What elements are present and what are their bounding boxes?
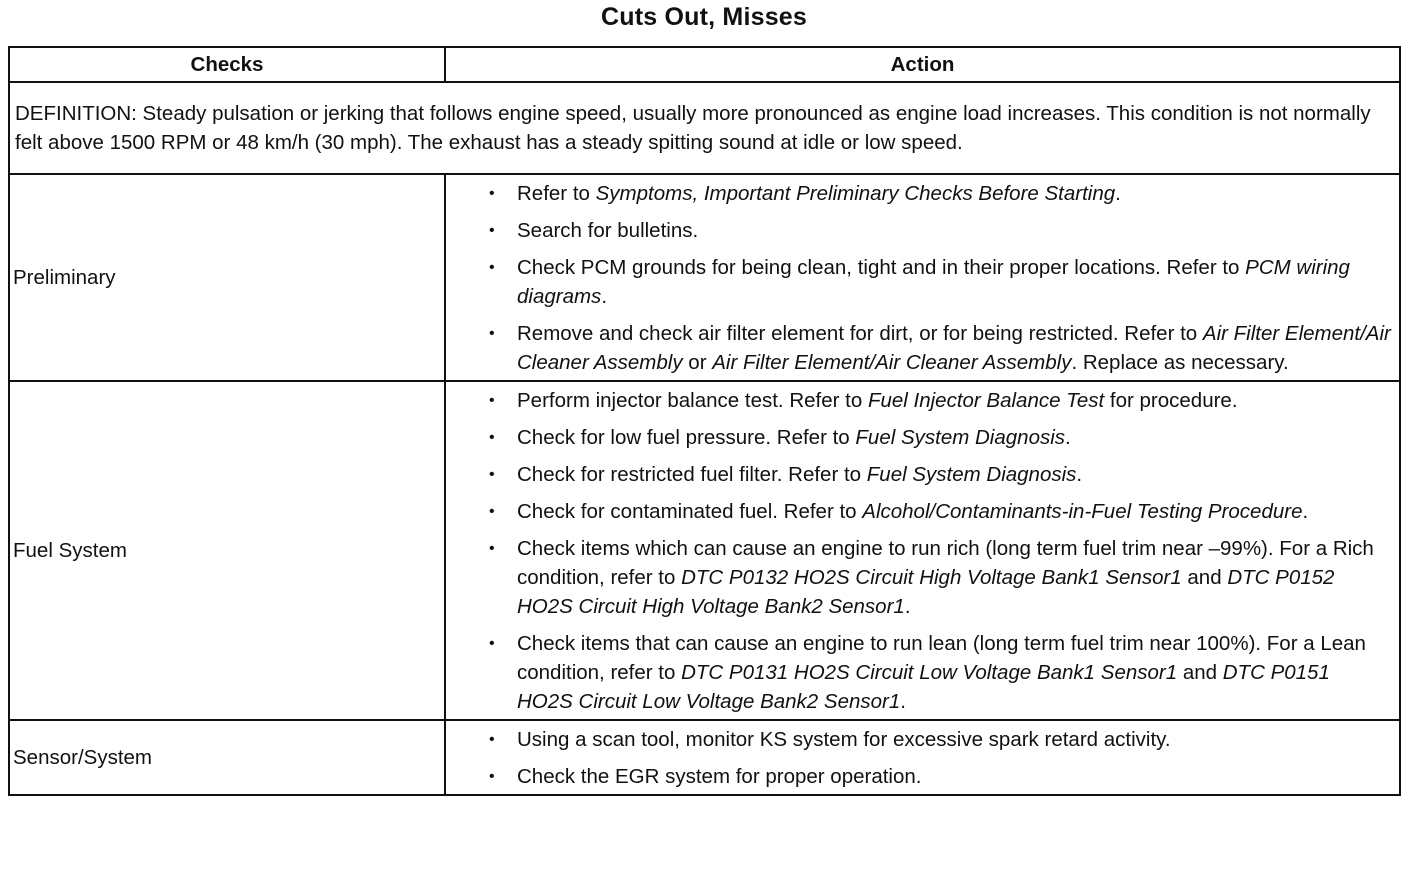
action-list — [446, 179, 1391, 377]
action-column-header: Action — [445, 47, 1400, 82]
action-list — [446, 386, 1391, 716]
bullet-icon: • — [489, 635, 495, 652]
action-text: and — [1177, 661, 1223, 684]
action-text: Check for low fuel pressure. Refer to — [517, 426, 856, 449]
action-item — [446, 629, 1391, 716]
action-item — [446, 725, 1391, 762]
action-text: . — [1065, 426, 1071, 449]
check-cell: Sensor/System — [9, 720, 445, 795]
action-text: Check items which can cause an engine to run rich (long term fuel trim near –99%). For a Rich condition, refer to — [517, 537, 1374, 589]
action-text: Perform injector balance test. Refer to — [517, 389, 868, 412]
action-text: . — [900, 690, 906, 713]
action-text: . — [1302, 500, 1309, 523]
bullet-icon: • — [489, 185, 495, 202]
reference-text: Air Filter Element/Air Cleaner Assembly — [712, 351, 1072, 374]
action-item — [446, 534, 1391, 629]
bullet-icon: • — [489, 325, 495, 342]
reference-text: Fuel Injector Balance Test — [867, 389, 1105, 412]
check-cell: Fuel System — [9, 381, 445, 720]
action-item — [446, 253, 1391, 319]
action-text: Check for contaminated fuel. Refer to — [517, 500, 863, 523]
action-text: Remove and check air filter element for dirt, or for being restricted. Refer to — [517, 322, 1203, 345]
definition-row — [9, 82, 1400, 174]
action-item — [446, 460, 1391, 497]
action-list — [446, 725, 1391, 791]
action-cell — [445, 720, 1400, 795]
bullet-icon: • — [489, 222, 495, 239]
action-text: . — [601, 285, 608, 308]
action-item — [446, 386, 1391, 423]
bullet-icon: • — [489, 392, 495, 409]
action-text: Check PCM grounds for being clean, tight and in their proper locations. Refer to — [517, 256, 1246, 279]
bullet-icon: • — [489, 540, 495, 557]
definition-text: DEFINITION: Steady pulsation or jerking that follows engine speed, usually more pronounced as engine load increases. This condition is not normally felt above 1500 RPM or 48 km/h (30 mph). The exhaust has a steady spitting sound at idle or low speed. — [9, 82, 1400, 174]
bullet-icon: • — [489, 503, 495, 520]
action-text: Using a scan tool, monitor KS system for excessive spark retard activity. — [517, 728, 1171, 751]
header-row — [9, 47, 1400, 82]
bullet-icon: • — [489, 259, 495, 276]
action-item — [446, 216, 1391, 253]
action-item — [446, 319, 1391, 377]
action-item — [446, 423, 1391, 460]
action-text: for procedure. — [1104, 389, 1238, 412]
page-title: Cuts Out, Misses — [600, 3, 808, 31]
action-text: Search for bulletins. — [517, 219, 699, 242]
action-item — [446, 179, 1391, 216]
reference-text: Symptoms, Important Preliminary Checks Before Starting — [595, 182, 1116, 205]
action-text: . — [904, 595, 911, 618]
reference-text: Air Filter Element/Air Cleaner Assembly — [517, 322, 1391, 374]
action-text: Refer to — [517, 182, 596, 205]
action-item — [446, 497, 1391, 534]
reference-text: Fuel System Diagnosis — [855, 426, 1066, 449]
diagnosis-table — [8, 46, 1401, 796]
action-text: Check items that can cause an engine to run lean (long term fuel trim near 100%). For a Lean condition, refer to — [517, 632, 1366, 684]
reference-text: DTC P0151 HO2S Circuit Low Voltage Bank2 Sensor1 — [517, 661, 1330, 713]
action-text: . — [1076, 463, 1083, 486]
reference-text: DTC P0131 HO2S Circuit Low Voltage Bank1 Sensor1 — [681, 661, 1178, 684]
reference-text: PCM wiring diagrams — [517, 256, 1350, 308]
action-text: Check the EGR system for proper operation. — [517, 765, 922, 788]
reference-text: DTC P0132 HO2S Circuit High Voltage Bank1 Sensor1 — [681, 566, 1182, 589]
bullet-icon: • — [489, 731, 495, 748]
table-row — [9, 720, 1400, 795]
action-text: or — [682, 351, 713, 374]
reference-text: DTC P0152 HO2S Circuit High Voltage Bank2 Sensor1 — [517, 566, 1335, 618]
action-text: Check for restricted fuel filter. Refer to — [517, 463, 867, 486]
action-cell — [445, 381, 1400, 720]
action-text: . — [1115, 182, 1121, 205]
action-text: and — [1181, 566, 1228, 589]
action-cell — [445, 174, 1400, 381]
table-row — [9, 174, 1400, 381]
reference-text: Alcohol/Contaminants-in-Fuel Testing Procedure — [862, 500, 1303, 523]
reference-text: Fuel System Diagnosis — [866, 463, 1077, 486]
action-item — [446, 762, 1391, 791]
action-text: . Replace as necessary. — [1071, 351, 1289, 374]
bullet-icon: • — [489, 768, 495, 785]
bullet-icon: • — [489, 466, 495, 483]
checks-column-header: Checks — [9, 47, 445, 82]
bullet-icon: • — [489, 429, 495, 446]
table-row — [9, 381, 1400, 720]
check-cell: Preliminary — [9, 174, 445, 381]
